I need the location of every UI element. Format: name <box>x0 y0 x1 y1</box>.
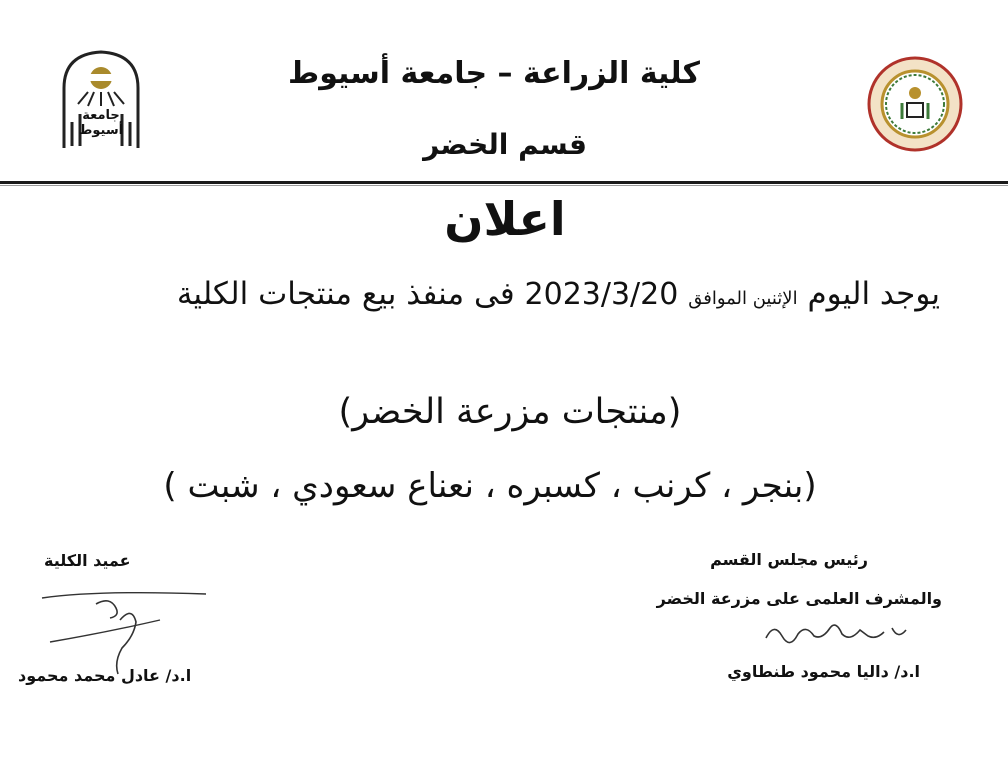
header-divider <box>0 181 1008 184</box>
dept-head-name: ا.د/ داليا محمود طنطاوي <box>727 662 920 681</box>
intro-start: يوجد اليوم <box>807 276 940 312</box>
university-logo-text: جامعة أسيوط <box>78 108 124 138</box>
dept-head-title: رئيس مجلس القسم <box>710 550 868 569</box>
department-heading: قسم الخضر <box>423 128 587 161</box>
products-list: (بنجر ، كرنب ، كسبره ، نعناع سعودي ، شبت ) <box>163 466 817 506</box>
dean-name: ا.د/ عادل محمد محمود <box>18 666 192 685</box>
intro-end: فى منفذ بيع منتجات الكلية <box>176 276 515 312</box>
day-label: الإثنين الموافق <box>688 288 798 309</box>
announcement-heading: اعلان <box>444 192 566 246</box>
faculty-heading: كلية الزراعة – جامعة أسيوط <box>288 56 700 91</box>
header-divider-thin <box>0 185 1008 186</box>
dean-title: عميد الكلية <box>44 551 131 570</box>
announcement-date: 2023/3/20 <box>524 277 679 312</box>
dept-head-signature <box>756 610 916 650</box>
dean-signature <box>38 586 210 678</box>
products-heading: (منتجات مزرعة الخضر) <box>338 392 682 432</box>
farm-supervisor-title: والمشرف العلمى على مزرعة الخضر <box>656 589 942 608</box>
announcement-line <box>60 276 940 312</box>
faculty-seal-logo <box>866 55 964 153</box>
